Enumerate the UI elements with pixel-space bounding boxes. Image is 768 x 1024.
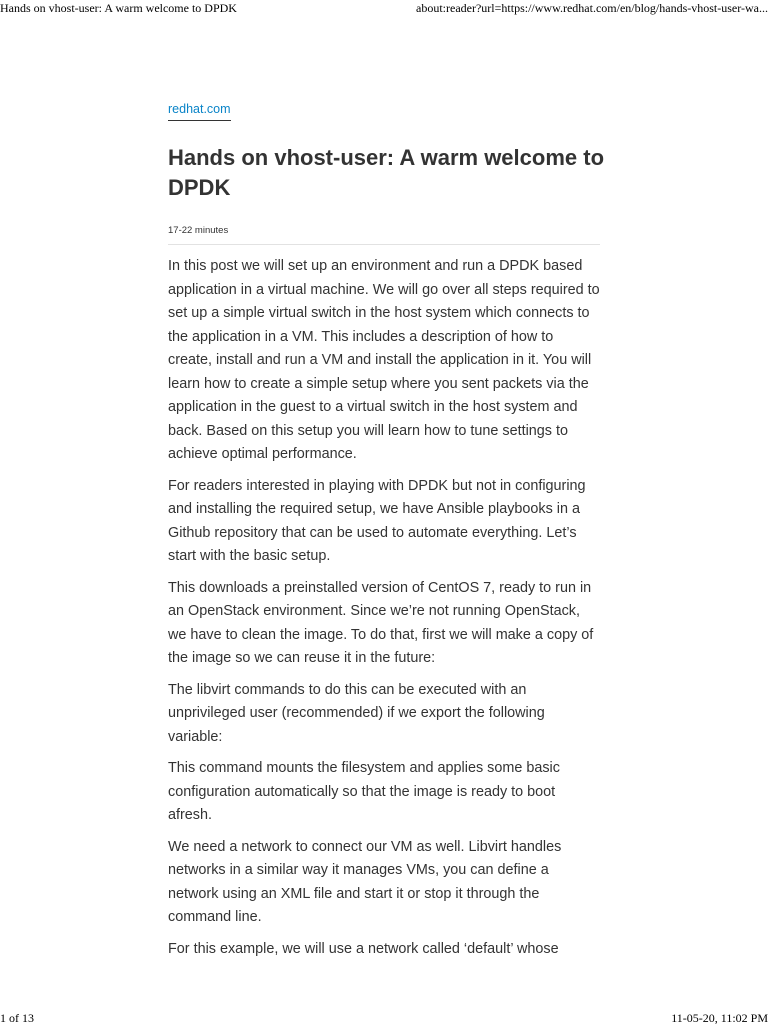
print-datetime: 11-05-20, 11:02 PM <box>671 1011 768 1024</box>
paragraph: We need a network to connect our VM as well. Libvirt handles networks in a similar way it manages VMs, you can define a network using an XML file and start it or stop it through the command line. <box>168 838 562 925</box>
print-header-url: about:reader?url=https://www.redhat.com/en/blog/hands-vhost-user-wa... <box>416 1 768 15</box>
paragraph: The libvirt commands to do this can be executed with an unprivileged user (recommended) if we export the following variable: <box>168 681 545 745</box>
header-divider <box>168 244 600 245</box>
reading-time: 17-22 minutes <box>168 225 229 236</box>
print-header-title: Hands on vhost-user: A warm welcome to DPDK <box>0 1 237 15</box>
paragraph: This command mounts the filesystem and applies some basic configuration automatically so that the image is ready to boot afresh. <box>168 760 560 823</box>
source-domain-link[interactable]: redhat.com <box>168 101 231 121</box>
article-title: Hands on vhost-user: A warm welcome to DPDK <box>168 145 605 200</box>
paragraph: For this example, we will use a network called ‘default’ whose <box>168 940 559 957</box>
paragraph: For readers interested in playing with DPDK but not in configuring and installing the required setup, we have Ansible playbooks in a Github repository that can be used to automate everything. Let’s start with the basic setup. <box>168 477 586 564</box>
reader-view <box>168 100 605 969</box>
article-content <box>168 255 600 961</box>
page-number: 1 of 13 <box>0 1011 34 1024</box>
paragraph: This downloads a preinstalled version of CentOS 7, ready to run in an OpenStack environment. Since we’re not running OpenStack, we have to clean the image. To do that, first we will make a copy of the image so we can reuse it in the future: <box>168 579 594 666</box>
paragraph: In this post we will set up an environment and run a DPDK based application in a virtual machine. We will go over all steps required to set up a simple virtual switch in the host system which connects to the application in a VM. This includes a description of how to create, install and run a VM and install the application in it. You will learn how to create a simple setup where you sent packets via the application in the guest to a virtual switch in the host system and back. Based on this setup you will learn how to tune settings to achieve optimal performance. <box>168 258 600 462</box>
